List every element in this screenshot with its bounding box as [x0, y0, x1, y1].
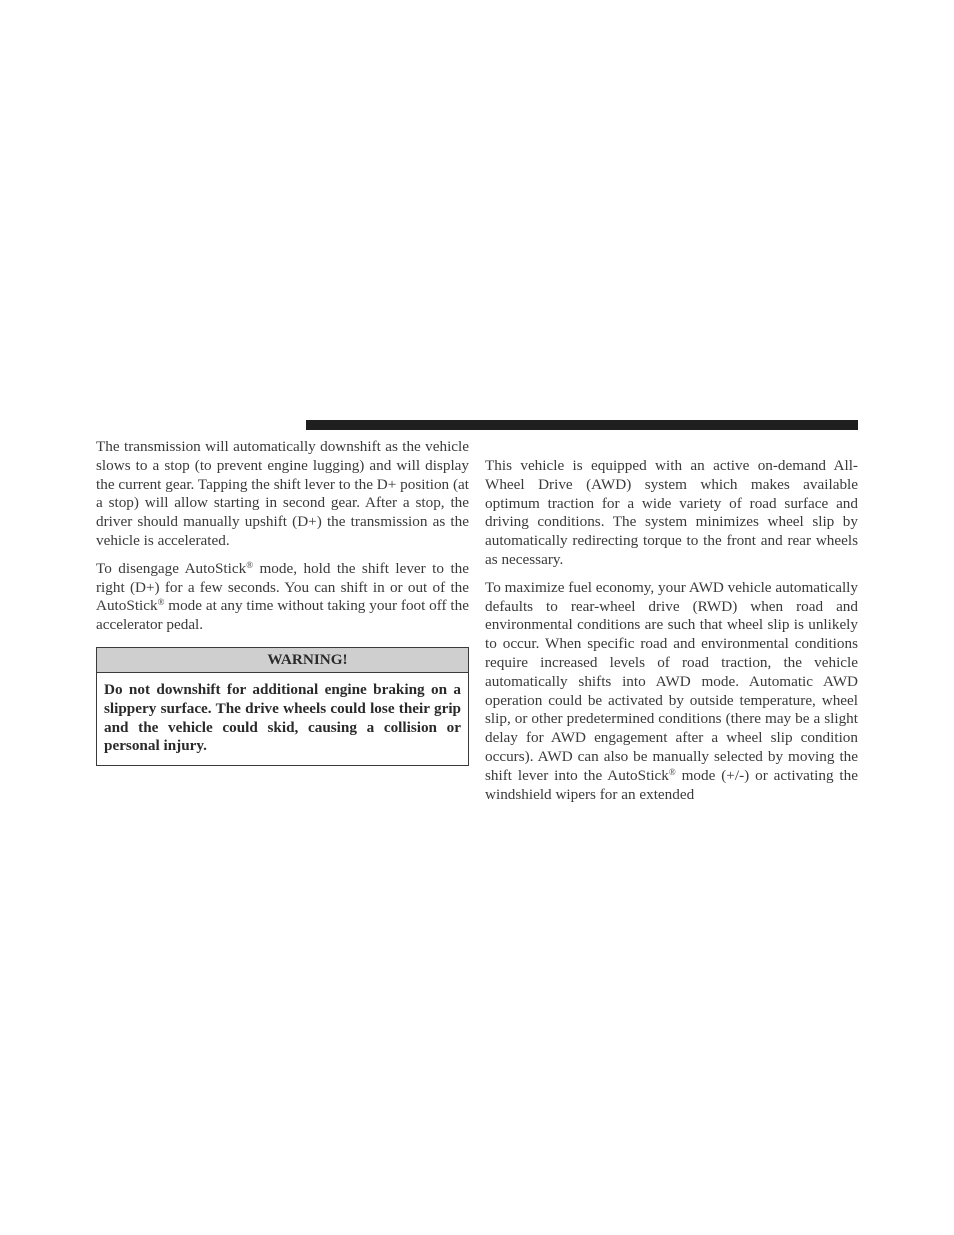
awd-intro-paragraph: This vehicle is equipped with an active on-demand All-Wheel Drive (AWD) system which makes available optimum traction for a wide variety of road surface and driving conditions. The system minimizes wheel slip by automatically redirecting torque to the front and rear wheels as necessary.: [485, 457, 858, 568]
section-header-bar: [306, 420, 858, 430]
disengage-autostick-paragraph: [96, 560, 469, 635]
downshift-paragraph: The transmission will automatically downshift as the vehicle slows to a stop (to prevent engine lugging) and will display the current gear. Tapping the shift lever to the D+ position (at a stop) will allow starting in second gear. After a stop, the driver should manually upshift (D+) the transmission as the vehicle is accelerated.: [96, 438, 469, 549]
left-column: [96, 438, 469, 766]
registered-mark: ®: [668, 766, 676, 777]
warning-body: Do not downshift for additional engine braking on a slippery surface. The drive wheels could lose their grip and the vehicle could skid, causing a collision or personal injury.: [104, 680, 461, 755]
disengage-text-3: mode at any time without taking your foot off the accelerator pedal.: [96, 597, 469, 634]
registered-mark: ®: [246, 559, 254, 570]
registered-mark: ®: [157, 597, 165, 608]
awd-text-2: mode (+/-) or activating the windshield wipers for an extended: [485, 766, 858, 803]
warning-title: WARNING!: [97, 648, 468, 673]
warning-box: [96, 647, 469, 766]
awd-text-1: To maximize fuel economy, your AWD vehicle automatically defaults to rear-wheel drive (RWD) when road and environmental conditions are such that wheel slip is unlikely to occur. When specific road and environmental conditions require increased levels of road traction, the vehicle automatically shifts into AWD mode. Automatic AWD operation could be activated by outside temperature, wheel slip, or other predetermined conditions (there may be a slight delay for AWD engagement after a wheel slip condition occurs). AWD can also be manually selected by moving the shift lever into the AutoStick: [485, 578, 858, 784]
right-column: [485, 457, 858, 813]
disengage-text-1: To disengage AutoStick: [96, 559, 247, 577]
disengage-text-2: mode, hold the shift lever to the right (D+) for a few seconds. You can shift in or out of the AutoStick: [96, 559, 469, 615]
awd-fuel-economy-paragraph: [485, 579, 858, 805]
